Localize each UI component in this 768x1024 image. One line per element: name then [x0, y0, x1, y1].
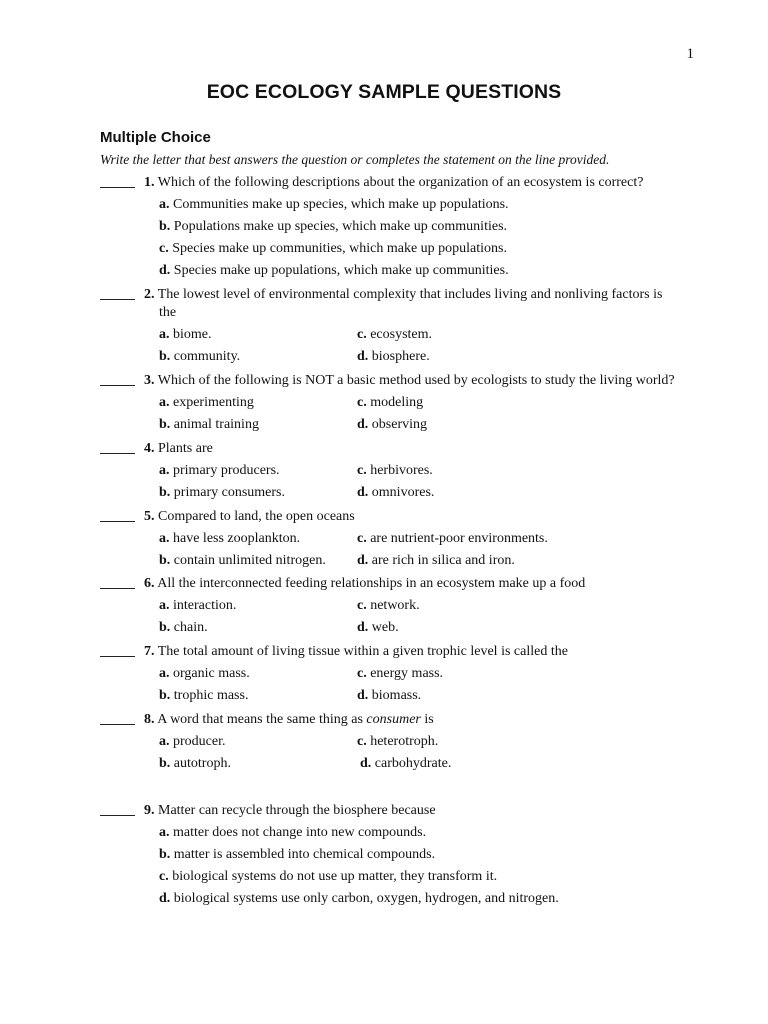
emphasized-term: consumer [366, 712, 421, 727]
option-d: d. Species make up populations, which make up communities. [159, 263, 509, 278]
option-b: b. animal training [159, 417, 259, 432]
option-d: d. biosphere. [357, 349, 430, 364]
question-stem: The total amount of living tissue within a given trophic level is called the [157, 644, 568, 659]
question-number: 9. [144, 803, 155, 818]
question-stem: Which of the following descriptions about the organization of an ecosystem is correct? [157, 175, 644, 190]
option-a: a. producer. [159, 734, 226, 749]
question-7 [0, 641, 768, 707]
page-number: 1 [686, 46, 694, 62]
answer-blank[interactable] [100, 299, 135, 300]
option-b: b. contain unlimited nitrogen. [159, 553, 326, 568]
answer-blank[interactable] [100, 724, 135, 725]
option-c: c. ecosystem. [357, 327, 433, 342]
option-c: c. network. [357, 598, 420, 613]
option-b: b. matter is assembled into chemical compounds. [159, 847, 436, 862]
answer-blank[interactable] [100, 815, 135, 816]
option-c: c. are nutrient-poor environments. [357, 531, 548, 546]
question-number: 3. [144, 373, 155, 388]
option-d: d. observing [357, 417, 428, 432]
option-a: a. interaction. [159, 598, 237, 613]
option-b: b. Populations make up species, which make up communities. [159, 219, 508, 234]
option-c: c. modeling [357, 395, 424, 410]
answer-blank[interactable] [100, 588, 135, 589]
option-a: a. Communities make up species, which make up populations. [159, 197, 509, 212]
question-4 [0, 438, 768, 504]
option-d: d. web. [357, 620, 399, 635]
section-instructions: Write the letter that best answers the question or completes the statement on the line provided. [100, 152, 610, 167]
question-9 [0, 800, 768, 910]
option-b: b. trophic mass. [159, 688, 249, 703]
answer-blank[interactable] [100, 656, 135, 657]
option-a: a. primary producers. [159, 463, 280, 478]
option-b: b. autotroph. [159, 756, 231, 771]
section-heading: Multiple Choice [100, 129, 211, 146]
question-1 [0, 172, 768, 282]
option-a: a. matter does not change into new compounds. [159, 825, 427, 840]
option-b: b. primary consumers. [159, 485, 285, 500]
option-d: d. biological systems use only carbon, oxygen, hydrogen, and nitrogen. [159, 891, 559, 906]
answer-blank[interactable] [100, 385, 135, 386]
question-stem: A word that means the same thing as consumer is [157, 712, 434, 727]
question-stem: All the interconnected feeding relationships in an ecosystem make up a food [157, 576, 586, 591]
question-stem: Plants are [158, 441, 213, 456]
answer-blank[interactable] [100, 521, 135, 522]
option-c: c. biological systems do not use up matter, they transform it. [159, 869, 498, 884]
question-stem: Matter can recycle through the biosphere because [158, 803, 436, 818]
option-d: d. are rich in silica and iron. [357, 553, 515, 568]
question-number: 1. [144, 175, 155, 190]
question-8 [0, 709, 768, 775]
question-number: 4. [144, 441, 155, 456]
question-3 [0, 370, 768, 436]
question-stem: Which of the following is NOT a basic method used by ecologists to study the living world? [157, 373, 675, 388]
option-a: a. experimenting [159, 395, 254, 410]
page-title: EOC ECOLOGY SAMPLE QUESTIONS [206, 81, 562, 103]
option-c: c. Species make up communities, which make up populations. [159, 241, 507, 256]
option-d: d. carbohydrate. [360, 756, 452, 771]
question-number: 7. [144, 644, 155, 659]
question-2 [0, 284, 768, 368]
question-stem: The lowest level of environmental complexity that includes living and nonliving factors is [157, 287, 663, 302]
question-5 [0, 506, 768, 572]
question-number: 6. [144, 576, 155, 591]
option-a: a. biome. [159, 327, 212, 342]
option-b: b. chain. [159, 620, 208, 635]
option-b: b. community. [159, 349, 241, 364]
answer-blank[interactable] [100, 187, 135, 188]
option-d: d. omnivores. [357, 485, 435, 500]
question-number: 8. [144, 712, 155, 727]
question-number: 2. [144, 287, 155, 302]
question-number: 5. [144, 509, 155, 524]
option-c: c. energy mass. [357, 666, 444, 681]
option-c: c. heterotroph. [357, 734, 439, 749]
option-c: c. herbivores. [357, 463, 433, 478]
question-6 [0, 573, 768, 639]
answer-blank[interactable] [100, 453, 135, 454]
option-a: a. organic mass. [159, 666, 250, 681]
question-stem: Compared to land, the open oceans [158, 509, 355, 524]
question-stem-continued: the [159, 305, 177, 320]
option-d: d. biomass. [357, 688, 422, 703]
option-a: a. have less zooplankton. [159, 531, 301, 546]
